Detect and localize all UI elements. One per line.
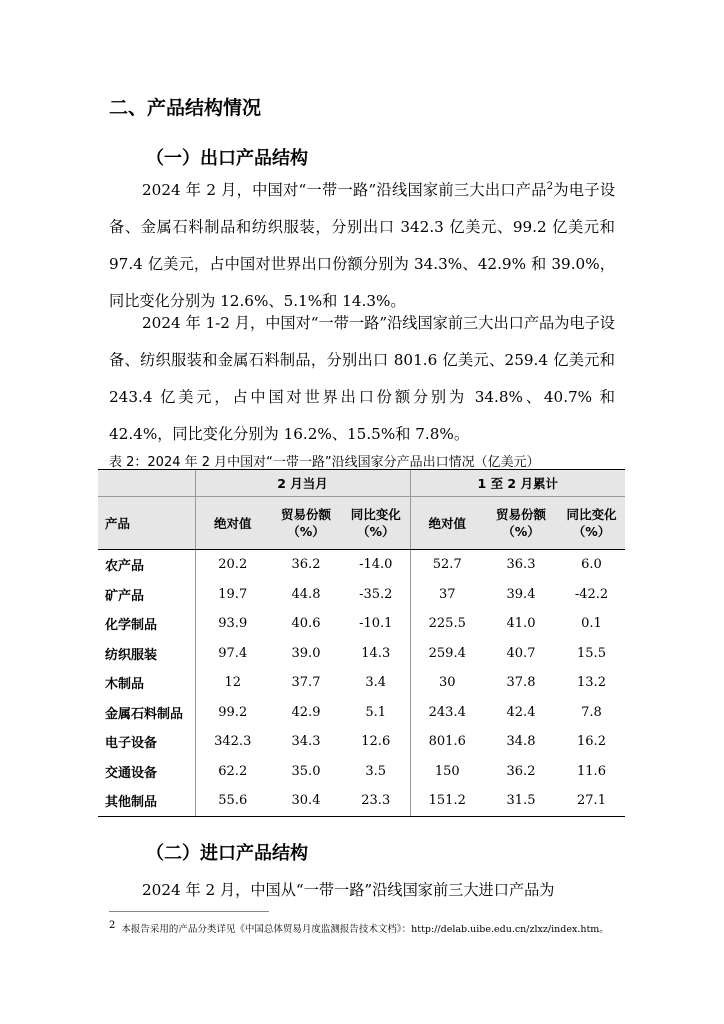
cell-product: 交通设备	[105, 765, 158, 781]
cell-monthly-yoy: 14.3	[361, 645, 391, 661]
cell-monthly-abs: 342.3	[195, 727, 270, 757]
cell-cumulative-abs: 151.2	[410, 786, 484, 816]
cell-monthly-share: 36.2	[291, 557, 321, 573]
table-row	[98, 639, 625, 669]
cell-cumulative-share: 31.5	[484, 786, 558, 816]
table-row	[98, 550, 625, 580]
cell-monthly-yoy: 12.6	[361, 734, 391, 750]
cell-monthly-yoy: 3.5	[365, 763, 387, 779]
cell-monthly-abs: 93.9	[195, 609, 270, 639]
cell-cumulative-share: 39.4	[506, 586, 536, 602]
footnote-mark: 2	[109, 919, 116, 931]
table-row	[98, 609, 625, 639]
table-row	[98, 757, 625, 787]
cell-monthly-yoy: 23.3	[342, 786, 410, 816]
cell-cumulative-share: 41.0	[506, 616, 536, 632]
header-cumulative-yoy: 同比变化 （%）	[558, 497, 625, 550]
cell-product: 金属石料制品	[105, 706, 184, 722]
header-monthly-abs: 绝对值	[195, 497, 270, 550]
cell-cumulative-yoy: 0.1	[581, 616, 602, 632]
table-caption: 表 2：2024 年 2 月中国对“一带一路”沿线国家分产品出口情况（亿美元）	[109, 455, 540, 470]
footnote-divider	[109, 911, 269, 912]
paragraph-text: 为电子设备、金属石料制品和纺织服装，分别出口 342.3 亿美元、99.2 亿美元和 97.4 亿美元，占中国对世界出口份额分别为 34.3%、42.9% 和 39.0%，同比变化分别为 12.6%、5.1%和 14.3%。	[109, 181, 616, 310]
cell-monthly-yoy: -10.1	[359, 616, 393, 632]
cell-cumulative-abs: 801.6	[410, 727, 484, 757]
cell-cumulative-yoy: -42.2	[574, 586, 609, 602]
cell-monthly-abs: 97.4	[195, 639, 270, 669]
cell-product: 纺织服装	[105, 647, 158, 663]
header-cumulative-abs: 绝对值	[410, 497, 484, 550]
subsection-title-export: （一）出口产品结构	[146, 148, 308, 169]
cell-monthly-abs: 20.2	[195, 550, 270, 580]
cell-product: 电子设备	[105, 736, 158, 752]
cell-product: 矿产品	[105, 588, 145, 604]
cell-monthly-share: 35.0	[291, 763, 321, 779]
header-product: 产品	[98, 497, 195, 550]
cell-cumulative-yoy: 16.2	[577, 734, 606, 750]
cell-monthly-yoy: 5.1	[365, 704, 387, 720]
cell-monthly-share: 42.9	[291, 704, 321, 720]
subsection-title-import: （二）进口产品结构	[146, 843, 308, 864]
cell-cumulative-abs: 52.7	[410, 550, 484, 580]
cell-product: 化学制品	[105, 618, 158, 634]
cell-cumulative-yoy: 6.0	[581, 557, 602, 573]
cell-monthly-abs: 62.2	[195, 757, 270, 787]
header-group-cumulative: 1 至 2 月累计	[410, 470, 625, 497]
cell-cumulative-yoy: 27.1	[558, 786, 625, 816]
cell-monthly-yoy: 3.4	[365, 675, 387, 691]
header-monthly-share: 贸易份额 （%）	[270, 497, 342, 550]
section-title: 二、产品结构情况	[109, 97, 262, 119]
cell-monthly-share: 39.0	[291, 645, 321, 661]
export-product-table	[98, 469, 625, 817]
cell-cumulative-share: 36.3	[506, 557, 536, 573]
cell-cumulative-share: 36.2	[506, 763, 536, 779]
cell-cumulative-yoy: 7.8	[581, 704, 602, 720]
table-group-header-row	[98, 470, 625, 497]
cell-cumulative-yoy: 13.2	[577, 675, 606, 691]
paragraph-text: 2024 年 2 月，中国对“一带一路”沿线国家前三大出口产品	[142, 181, 547, 199]
cell-cumulative-abs: 243.4	[410, 698, 484, 728]
cell-monthly-share: 44.8	[291, 586, 321, 602]
table-column-header-row	[98, 497, 625, 550]
cell-cumulative-abs: 30	[410, 668, 484, 698]
cell-cumulative-abs: 150	[410, 757, 484, 787]
cell-cumulative-share: 37.8	[506, 675, 536, 691]
cell-monthly-share: 30.4	[270, 786, 342, 816]
table-row	[98, 727, 625, 757]
cell-monthly-abs: 55.6	[195, 786, 270, 816]
cell-monthly-share: 37.7	[291, 675, 321, 691]
paragraph-export-jan-feb: 2024 年 1-2 月，中国对“一带一路”沿线国家前三大出口产品为电子设备、纺织服装和金属石料制品，分别出口 801.6 亿美元、259.4 亿美元和 243.4 亿美元，占中国对世界出口份额分别为 34.8%、40.7% 和 42.4%，同比变化分别为 16.2%、15.5%和 7.8%。	[109, 314, 615, 443]
footnote	[109, 921, 609, 935]
cell-cumulative-share: 40.7	[506, 645, 536, 661]
cell-monthly-yoy: -35.2	[359, 586, 393, 602]
header-group-monthly: 2 月当月	[195, 470, 410, 497]
cell-cumulative-share: 34.8	[506, 734, 536, 750]
table-row	[98, 668, 625, 698]
cell-cumulative-abs: 259.4	[410, 639, 484, 669]
cell-cumulative-abs: 37	[410, 580, 484, 610]
cell-monthly-yoy: -14.0	[359, 557, 393, 573]
cell-product: 农产品	[105, 559, 145, 575]
cell-cumulative-yoy: 15.5	[577, 645, 606, 661]
cell-product: 木制品	[105, 677, 145, 693]
table-row	[98, 698, 625, 728]
footnote-reference[interactable]: 2	[546, 180, 554, 192]
header-empty-cell	[98, 470, 195, 497]
paragraph-export-february	[109, 172, 615, 320]
table-row	[98, 786, 625, 816]
cell-cumulative-share: 42.4	[506, 704, 536, 720]
footnote-text: 本报告采用的产品分类详见《中国总体贸易月度监测报告技术文档》：http://delab.uibe.edu.cn/zlxz/index.htm。	[121, 924, 609, 935]
header-monthly-yoy: 同比变化 （%）	[342, 497, 410, 550]
cell-product: 其他制品	[98, 786, 195, 816]
cell-monthly-abs: 19.7	[195, 580, 270, 610]
table-row	[98, 580, 625, 610]
paragraph-import-february: 2024 年 2 月，中国从“一带一路”沿线国家前三大进口产品为	[142, 881, 555, 899]
cell-monthly-abs: 99.2	[195, 698, 270, 728]
cell-cumulative-yoy: 11.6	[577, 763, 606, 779]
cell-monthly-share: 34.3	[291, 734, 321, 750]
cell-monthly-abs: 12	[195, 668, 270, 698]
cell-cumulative-abs: 225.5	[410, 609, 484, 639]
cell-monthly-share: 40.6	[291, 616, 321, 632]
header-cumulative-share: 贸易份额 （%）	[484, 497, 558, 550]
